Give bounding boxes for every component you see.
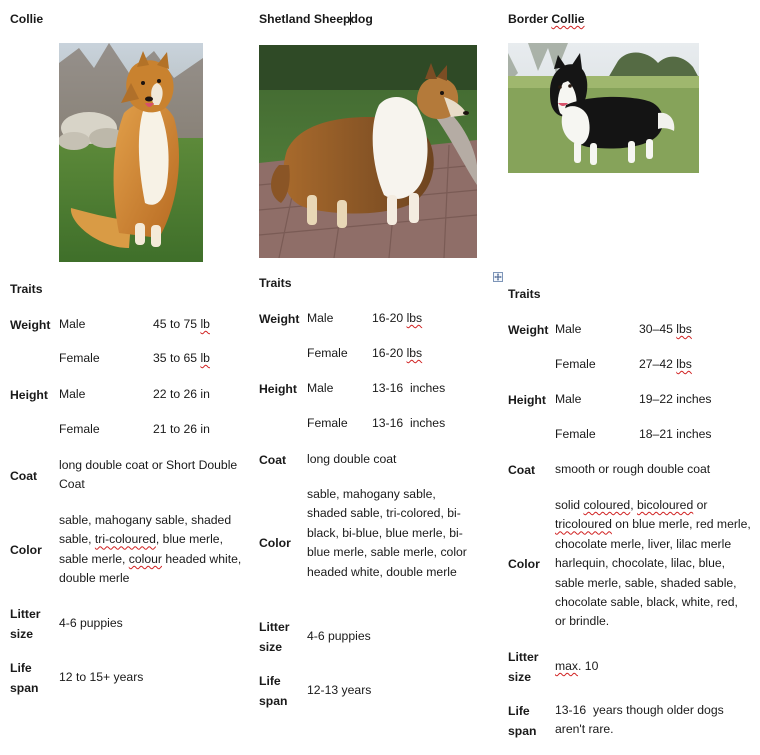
litter-size-label: Litter size xyxy=(508,650,539,684)
traits-label: Traits xyxy=(259,276,292,290)
coat-value: long double coat or Short Double Coat xyxy=(59,458,238,492)
weight-male-value: 45 to 75 lb xyxy=(153,317,210,331)
life-span-label: Life span xyxy=(259,674,288,708)
color-value: sable, mahogany sable, shaded sable, tri-colored, bi-black, bi-blue, blue merle, bi-blue merle, sable merle, color headed white, double merle xyxy=(307,487,467,579)
weight-female-value: 35 to 65 lb xyxy=(153,351,210,365)
coat-label: Coat xyxy=(10,469,38,483)
coat-label: Coat xyxy=(259,453,287,467)
weight-female-label: Female xyxy=(555,357,596,371)
color-label: Color xyxy=(10,543,42,557)
height-female-value: 18–21 inches xyxy=(639,427,712,441)
weight-female-value: 16-20 lbs xyxy=(372,346,423,360)
weight-female-label: Female xyxy=(307,346,348,360)
shetland-sheepdog-column xyxy=(250,0,500,755)
life-span-label: Life span xyxy=(10,661,39,695)
breed-title-border-collie: Border Collie xyxy=(508,12,585,26)
breed-title-shetland-sheepdog: Shetland Sheepdog xyxy=(259,12,373,26)
coat-value: smooth or rough double coat xyxy=(555,462,711,476)
life-span-label: Life span xyxy=(508,704,537,738)
litter-size-value: 4-6 puppies xyxy=(307,629,371,643)
border-collie-photo[interactable] xyxy=(508,43,699,173)
color-value: solid coloured, bicoloured or tricoloured on blue merle, red merle, chocolate merle, liver, lilac merle harlequin, chocolate, lilac, blue, sable merle, sable, shaded sable, chocolate sable, black, white, red, or brindle. xyxy=(555,498,751,629)
weight-male-value: 30–45 lbs xyxy=(639,322,692,336)
color-label: Color xyxy=(508,557,540,571)
weight-label: Weight xyxy=(508,323,549,337)
height-male-value: 22 to 26 in xyxy=(153,387,210,401)
weight-female-label: Female xyxy=(59,351,100,365)
height-female-label: Female xyxy=(59,422,100,436)
height-male-value: 19–22 inches xyxy=(639,392,712,406)
life-span-value: 13-16 years though older dogs aren't rare. xyxy=(555,703,728,737)
coat-value: long double coat xyxy=(307,452,397,466)
color-value: sable, mahogany sable, shaded sable, tri-coloured, blue merle, sable merle, colour headed white, double merle xyxy=(59,513,242,586)
litter-size-value: 4-6 puppies xyxy=(59,616,123,630)
height-label: Height xyxy=(10,388,48,402)
litter-size-value: max. 10 xyxy=(555,659,599,673)
height-female-value: 21 to 26 in xyxy=(153,422,210,436)
height-female-value: 13-16 inches xyxy=(372,416,446,430)
height-female-label: Female xyxy=(555,427,596,441)
height-label: Height xyxy=(259,382,297,396)
shetland-sheepdog-photo[interactable] xyxy=(259,45,477,258)
height-male-label: Male xyxy=(59,387,86,401)
weight-female-value: 27–42 lbs xyxy=(639,357,692,371)
coat-label: Coat xyxy=(508,463,536,477)
weight-label: Weight xyxy=(10,318,51,332)
weight-male-label: Male xyxy=(307,311,334,325)
color-label: Color xyxy=(259,536,291,550)
collie-column xyxy=(0,0,250,755)
height-male-label: Male xyxy=(307,381,334,395)
height-male-label: Male xyxy=(555,392,582,406)
litter-size-label: Litter size xyxy=(259,620,290,654)
height-female-label: Female xyxy=(307,416,348,430)
weight-male-value: 16-20 lbs xyxy=(372,311,423,325)
border-collie-column xyxy=(499,0,760,755)
rough-collie-photo[interactable] xyxy=(59,43,203,262)
litter-size-label: Litter size xyxy=(10,607,41,641)
weight-label: Weight xyxy=(259,312,300,326)
traits-label: Traits xyxy=(10,282,43,296)
life-span-value: 12 to 15+ years xyxy=(59,670,144,684)
breed-title-collie: Collie xyxy=(10,12,44,26)
life-span-value: 12-13 years xyxy=(307,683,372,697)
traits-label: Traits xyxy=(508,287,541,301)
weight-male-label: Male xyxy=(555,322,582,336)
height-label: Height xyxy=(508,393,546,407)
height-male-value: 13-16 inches xyxy=(372,381,446,395)
weight-male-label: Male xyxy=(59,317,86,331)
